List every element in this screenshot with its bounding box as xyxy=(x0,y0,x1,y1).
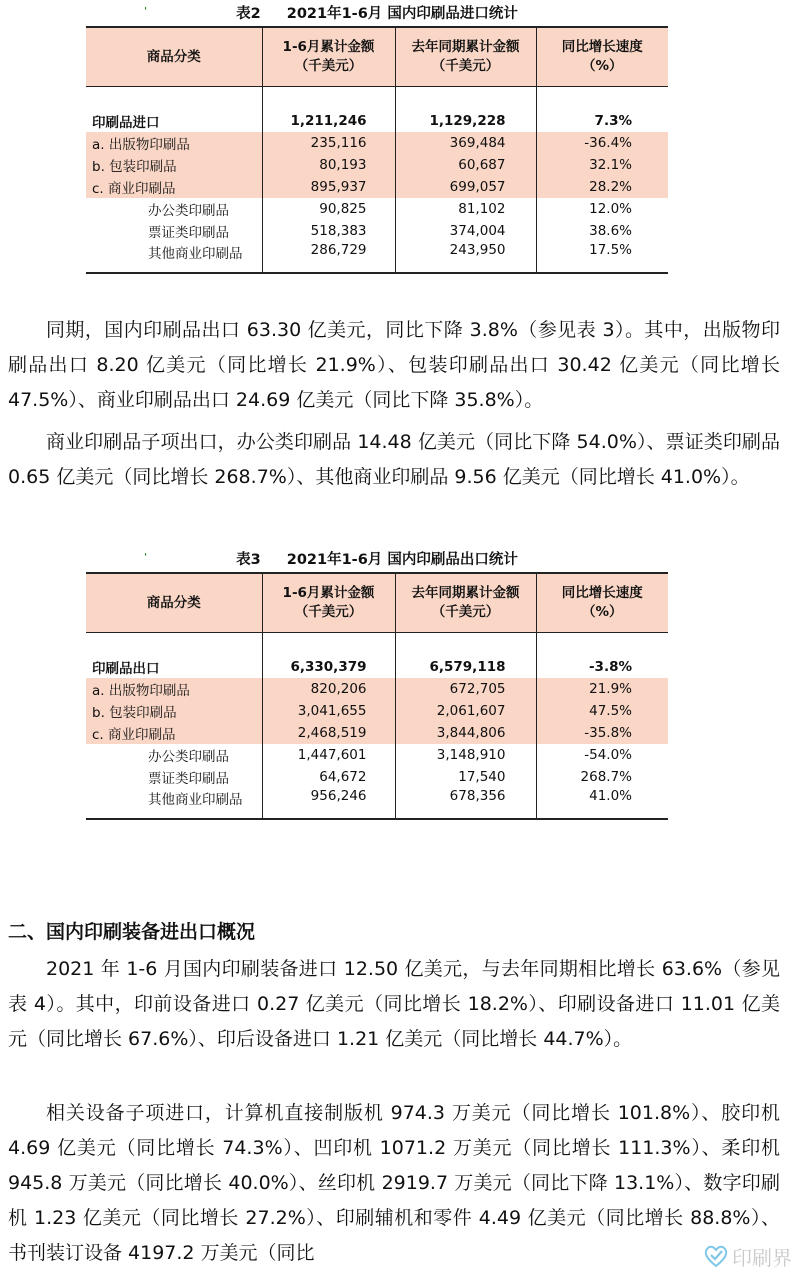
table-row xyxy=(86,678,668,700)
col-header-growth: 同比增长速度 （%） xyxy=(536,27,668,87)
last-year-cell: 81,102 xyxy=(395,198,536,220)
table3 xyxy=(86,572,668,820)
table2-title-text: 2021年1-6月 国内印刷品进口统计 xyxy=(286,6,518,22)
table-row xyxy=(86,788,668,819)
category-cell: 其他商业印刷品 xyxy=(86,242,262,273)
table2 xyxy=(86,26,668,274)
cumulative-cell: 64,672 xyxy=(262,766,395,788)
col-header-category: 商品分类 xyxy=(86,573,262,633)
growth-cell: 38.6% xyxy=(536,220,668,242)
category-cell: 办公类印刷品 xyxy=(148,203,229,219)
paragraph-commercial-export: 商业印刷品子项出口，办公类印刷品 14.48 亿美元（同比下降 54.0%）、票证类印刷品 0.65 亿美元（同比增长 268.7%）、其他商业印刷品 9.56 亿美元（同比增长 41.0%）。 xyxy=(8,431,780,488)
category-cell: 办公类印刷品 xyxy=(148,749,229,765)
growth-cell: 21.9% xyxy=(536,678,668,700)
cumulative-cell: 1,211,246 xyxy=(262,110,395,132)
table2-number: 表2 xyxy=(236,6,261,22)
table-row xyxy=(86,176,668,198)
growth-cell: -54.0% xyxy=(536,744,668,766)
category-cell: b. 包装印刷品 xyxy=(86,154,262,176)
growth-cell: 7.3% xyxy=(536,110,668,132)
cumulative-cell: 820,206 xyxy=(262,678,395,700)
last-year-cell: 2,061,607 xyxy=(395,700,536,722)
category-cell: c. 商业印刷品 xyxy=(86,176,262,198)
last-year-cell: 6,579,118 xyxy=(395,656,536,678)
growth-cell: 32.1% xyxy=(536,154,668,176)
table3-title xyxy=(86,548,668,572)
table-row xyxy=(86,766,668,788)
table-row xyxy=(86,198,668,220)
last-year-cell: 3,148,910 xyxy=(395,744,536,766)
table-row xyxy=(86,110,668,132)
table3-number: 表3 xyxy=(236,552,261,568)
cumulative-cell: 286,729 xyxy=(262,242,395,273)
table-row xyxy=(86,700,668,722)
col-header-cumulative: 1-6月累计金额 （千美元） xyxy=(262,573,395,633)
growth-cell: 17.5% xyxy=(536,242,668,273)
heart-check-logo-icon xyxy=(702,1242,730,1270)
cumulative-cell: 518,383 xyxy=(262,220,395,242)
table-row xyxy=(86,242,668,273)
category-cell: 其他商业印刷品 xyxy=(86,788,262,819)
watermark-text: 印刷界 xyxy=(732,1246,792,1270)
table2-title xyxy=(86,2,668,26)
cumulative-cell: 956,246 xyxy=(262,788,395,819)
category-cell: 票证类印刷品 xyxy=(148,771,229,787)
paragraph-equipment-import: 2021 年 1-6 月国内印刷装备进口 12.50 亿美元，与去年同期相比增长 63.6%（参见表 4）。其中，印前设备进口 0.27 亿美元（同比增长 18.2%）、印刷设备进口 11.01 亿美元（同比增长 67.6%）、印后设备进口 1.21 亿美元（同比增长 44.7%）。 xyxy=(8,958,780,1050)
last-year-cell: 699,057 xyxy=(395,176,536,198)
cumulative-cell: 235,116 xyxy=(262,132,395,154)
last-year-cell: 1,129,228 xyxy=(395,110,536,132)
last-year-cell: 3,844,806 xyxy=(395,722,536,744)
cumulative-cell: 2,468,519 xyxy=(262,722,395,744)
category-cell: 印刷品进口 xyxy=(92,115,160,131)
tick-mark-icon: ' xyxy=(144,552,148,563)
growth-cell: -36.4% xyxy=(536,132,668,154)
cumulative-cell: 80,193 xyxy=(262,154,395,176)
last-year-cell: 60,687 xyxy=(395,154,536,176)
growth-cell: 268.7% xyxy=(536,766,668,788)
section-heading: 二、国内印刷装备进出口概况 xyxy=(8,921,256,943)
table3-block xyxy=(86,548,668,820)
cumulative-cell: 895,937 xyxy=(262,176,395,198)
watermark-logo xyxy=(702,1238,792,1274)
growth-cell: -35.8% xyxy=(536,722,668,744)
col-header-last-year: 去年同期累计金额 （千美元） xyxy=(395,27,536,87)
last-year-cell: 369,484 xyxy=(395,132,536,154)
col-header-cumulative: 1-6月累计金额 （千美元） xyxy=(262,27,395,87)
paragraph-equipment-subitems: 相关设备子项进口，计算机直接制版机 974.3 万美元（同比增长 101.8%）、胶印机 4.69 亿美元（同比增长 74.3%）、凹印机 1071.2 万美元（同比增长 111.3%）、柔印机 945.8 万美元（同比增长 40.0%）、丝印机 2919.7 万美元（同比下降 13.1%）、数字印刷机 1.23 亿美元（同比增长 27.2%）、印刷辅机和零件 4.49 亿美元（同比增长 88.8%）、书刊装订设备 4197.2 万美元（同比 xyxy=(8,1102,780,1264)
category-cell: b. 包装印刷品 xyxy=(86,700,262,722)
col-header-category: 商品分类 xyxy=(86,27,262,87)
last-year-cell: 243,950 xyxy=(395,242,536,273)
table3-title-text: 2021年1-6月 国内印刷品出口统计 xyxy=(286,552,518,568)
growth-cell: 41.0% xyxy=(536,788,668,819)
cumulative-cell: 1,447,601 xyxy=(262,744,395,766)
growth-cell: -3.8% xyxy=(536,656,668,678)
category-cell: a. 出版物印刷品 xyxy=(86,132,262,154)
table-row xyxy=(86,132,668,154)
cumulative-cell: 3,041,655 xyxy=(262,700,395,722)
growth-cell: 12.0% xyxy=(536,198,668,220)
cumulative-cell: 6,330,379 xyxy=(262,656,395,678)
growth-cell: 28.2% xyxy=(536,176,668,198)
paragraph-export-summary: 同期，国内印刷品出口 63.30 亿美元，同比下降 3.8%（参见表 3）。其中，出版物印刷品出口 8.20 亿美元（同比增长 21.9%）、包装印刷品出口 30.42 亿美元（同比增长 47.5%）、商业印刷品出口 24.69 亿美元（同比下降 35.8%）。 xyxy=(8,319,780,411)
category-cell: 票证类印刷品 xyxy=(148,225,229,241)
last-year-cell: 17,540 xyxy=(395,766,536,788)
last-year-cell: 678,356 xyxy=(395,788,536,819)
table-row xyxy=(86,154,668,176)
last-year-cell: 374,004 xyxy=(395,220,536,242)
growth-cell: 47.5% xyxy=(536,700,668,722)
table2-block xyxy=(86,2,668,274)
col-header-last-year: 去年同期累计金额 （千美元） xyxy=(395,573,536,633)
table-row xyxy=(86,722,668,744)
category-cell: a. 出版物印刷品 xyxy=(86,678,262,700)
table-row xyxy=(86,744,668,766)
tick-mark-icon: ' xyxy=(144,6,148,17)
category-cell: c. 商业印刷品 xyxy=(86,722,262,744)
cumulative-cell: 90,825 xyxy=(262,198,395,220)
col-header-growth: 同比增长速度 （%） xyxy=(536,573,668,633)
category-cell: 印刷品出口 xyxy=(92,661,160,677)
table-row xyxy=(86,220,668,242)
last-year-cell: 672,705 xyxy=(395,678,536,700)
table-row xyxy=(86,656,668,678)
